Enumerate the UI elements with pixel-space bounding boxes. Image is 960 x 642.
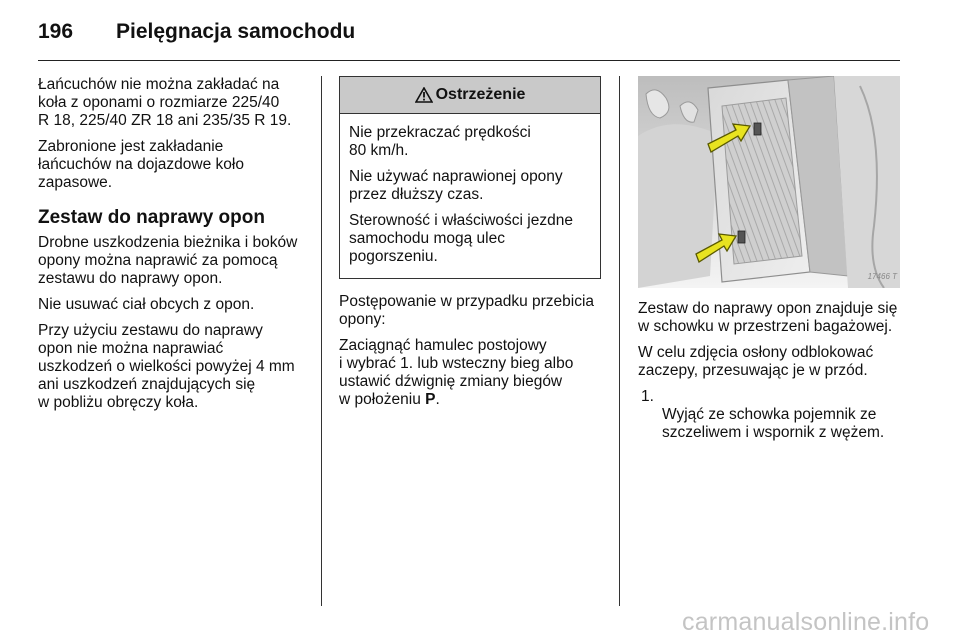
paragraph-repair-kit-intro: Drobne uszkodzenia bieżnika i boków opony można naprawić za pomocą zestawu do naprawy opon. <box>38 234 298 287</box>
page-number: 196 <box>38 20 74 43</box>
warning-line: Sterowność i właściwości jezdne samochodu mogą ulec pogorszeniu. <box>349 212 573 265</box>
site-watermark: carmanualsonline.info <box>682 608 930 636</box>
page-title: Pielęgnacja samochodu <box>116 20 356 43</box>
step-item <box>638 388 902 442</box>
sentence-end: . <box>435 391 440 408</box>
paragraph-kit-location: Zestaw do naprawy opon znajduje się w schowku w przestrzeni bagażowej. <box>638 300 898 335</box>
paragraph-chains-sizes: Łańcuchów nie można zakładać na koła z oponami o rozmiarze 225/40 R 18, 225/40 ZR 18 ani 235/35 R 19. <box>38 76 292 129</box>
paragraph-cover-removal: W celu zdjęcia osłony odblokować zaczepy, przesuwając je w przód. <box>638 344 874 379</box>
warning-body <box>340 114 600 278</box>
section-heading: Zestaw do naprawy opon <box>38 207 265 228</box>
warning-title: Ostrzeżenie <box>435 86 526 103</box>
trunk-compartment-illustration <box>638 76 900 288</box>
column-divider-2 <box>619 76 620 606</box>
warning-header <box>340 77 600 114</box>
warning-triangle-icon <box>415 87 433 103</box>
paragraph-foreign-objects: Nie usuwać ciał obcych z opon. <box>38 296 255 313</box>
paragraph-parking-brake <box>339 337 603 409</box>
column-left <box>38 76 310 420</box>
column-right <box>638 76 902 448</box>
column-middle <box>339 76 603 417</box>
illustration-svg <box>638 76 900 288</box>
header-divider <box>38 60 900 61</box>
step-number: 1. <box>641 388 654 405</box>
warning-box <box>339 76 601 279</box>
column-divider-1 <box>321 76 322 606</box>
page-header <box>38 12 900 52</box>
parking-brake-text: Zaciągnąć hamulec postojowy i wybrać 1. lub wsteczny bieg albo ustawić dźwignię zmiany biegów w położeniu <box>339 337 574 408</box>
warning-line: Nie przekraczać prędkości 80 km/h. <box>349 124 531 159</box>
warning-line: Nie używać naprawionej opony przez dłuższy czas. <box>349 168 563 203</box>
figure-code: 17466 T <box>867 272 897 281</box>
step-list <box>638 388 902 442</box>
step-text: Wyjąć ze schowka pojemnik ze szczeliwem i wspornik z wężem. <box>662 406 885 441</box>
paragraph-repair-limits: Przy użyciu zestawu do naprawy opon nie można naprawiać uszkodzeń o wielkości powyżej 4 mm ani uszkodzeń znajdujących się w pobliżu obręczy koła. <box>38 322 295 411</box>
paragraph-puncture-procedure: Postępowanie w przypadku przebicia opony: <box>339 293 595 328</box>
paragraph-chains-spare: Zabronione jest zakładanie łańcuchów na dojazdowe koło zapasowe. <box>38 138 244 191</box>
gear-position-p: P <box>425 391 436 408</box>
